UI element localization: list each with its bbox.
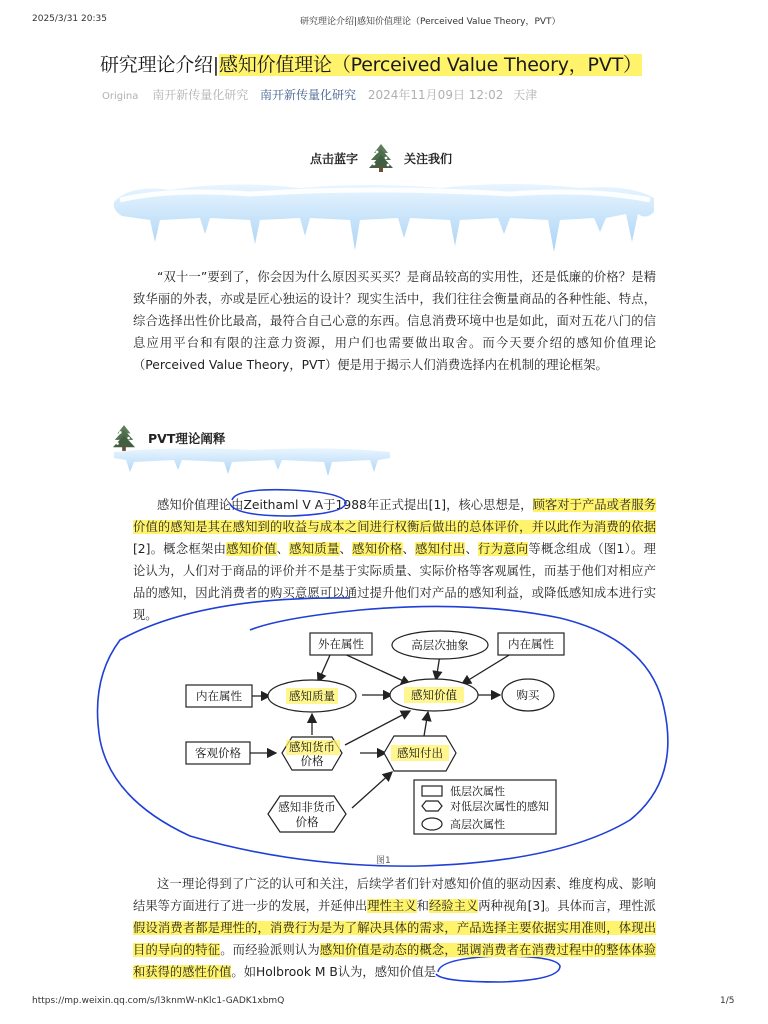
node-internal-attr-top: 内在属性 [508,637,554,651]
perspectives-paragraph: 这一理论得到了广泛的认可和关注，后续学者们针对感知价值的驱动因素、维度构成、影响结果等方面进行了进一步的发展，并延伸出理性主义和经验主义两种视角[3]。具体而言，理性派假设消费者都是理性的，消费行为是为了解决具体的需求，产品选择主要依据实用准则，体现出目的导向的特征。而经验派则认为感知价值是动态的概念，强调消费者在消费过程中的整体体验和获得的感性价值。如Holbrook M B认为，感知价值是 [133,877,656,979]
author-name: 南开新传量化研究 [152,88,249,102]
experientialist-highlight: 感知价值是动态的概念，强调消费者在消费过程中的整体体验和获得的感性价值 [133,943,656,979]
print-page-count: 1/5 [720,996,735,1006]
author-holbrook: Holbrook M B [256,965,338,979]
print-tab-title: 研究理论介绍|感知价值理论（Perceived Value Theory，PVT） [300,17,561,27]
node-objective-price: 客观价格 [195,746,241,760]
section-title: PVT理论阐释 [148,431,226,446]
article-title-plain: 研究理论介绍| [100,54,220,76]
publish-date: 2024年11月09日 12:02 [367,88,504,102]
node-nonmoney-line2: 价格 [295,815,319,829]
pen-circle-zeithaml [230,490,346,516]
publish-location: 天津 [513,88,538,102]
node-purchase: 购买 [516,688,540,702]
author-zeithaml: Zeithaml V A [243,498,324,512]
legend-low: 低层次属性 [450,785,505,798]
core-idea-highlight: 顾客对于产品或者服务价值的感知是其在感知到的收益与成本之间进行权衡后做出的总体评价，并以此作为消费的依据 [133,498,656,534]
intro-paragraph: “双十一”要到了，你会因为什么原因买买买？是商品较高的实用性，还是低廉的价格？是精致华丽的外表，亦或是匠心独运的设计？现实生活中，我们往往会衡量商品的各种性能、特点，综合选择出性价比最高，最符合自己心意的东西。信息消费环境中也是如此，面对五花八门的信息应用平台和有限的注意力资源，用户们也需要做出取舍。而今天要介绍的感知价值理论（Perceived Value Theory，PVT）便是用于揭示人们消费选择内在机制的理论框架。 [133,270,656,372]
pen-circle-diagram [98,598,668,866]
node-money-price-line2: 价格 [300,754,324,768]
node-perceived-quality: 感知质量 [289,689,335,703]
node-money-price-line1: 感知货币 [289,740,335,754]
print-url: https://mp.weixin.qq.com/s/l3knmW-nKlc1-GADK1xbmQ [32,996,285,1006]
account-link[interactable]: 南开新传量化研究 [260,88,357,102]
print-datetime: 2025/3/31 20:35 [32,14,107,24]
follow-left-text: 点击蓝字 [310,151,359,166]
legend-mid: 对低层次属性的感知 [450,800,549,813]
node-external-attr: 外在属性 [318,637,364,651]
article-title-highlight: 感知价值理论（Perceived Value Theory，PVT） [219,54,642,76]
legend-high: 高层次属性 [450,818,505,831]
figure-caption: 图1 [376,856,391,866]
follow-right-text: 关注我们 [404,151,453,166]
node-perceived-value: 感知价值 [411,688,457,702]
node-perceived-sacrifice: 感知付出 [397,746,443,760]
node-high-abstract: 高层次抽象 [411,638,469,652]
original-badge: Origina [102,91,139,102]
theory-paragraph: 感知价值理论由Zeithaml V A于1988年正式提出[1]，核心思想是，顾客对于产品或者服务价值的感知是其在感知到的收益与成本之间进行权衡后做出的总体评价，并以此作为消费的依据[2]。概念框架由感知价值、感知质量、感知价格、感知付出、行为意向等概念组成（图1）。理论认为，人们对于商品的评价并不是基于实际质量、实际价格等客观属性，而基于他们对相应产品的感知，因此消费者的购买意愿可以通过提升他们对产品的感知利益，或降低感知成本进行实现。 [133,498,656,622]
node-nonmoney-line1: 感知非货币 [278,800,336,814]
rationalist-highlight: 假设消费者都是理性的，消费行为是为了解决具体的需求，产品选择主要依据实用准则，体现出目的导向的特征 [133,921,656,957]
node-internal-attr-left: 内在属性 [196,689,242,703]
